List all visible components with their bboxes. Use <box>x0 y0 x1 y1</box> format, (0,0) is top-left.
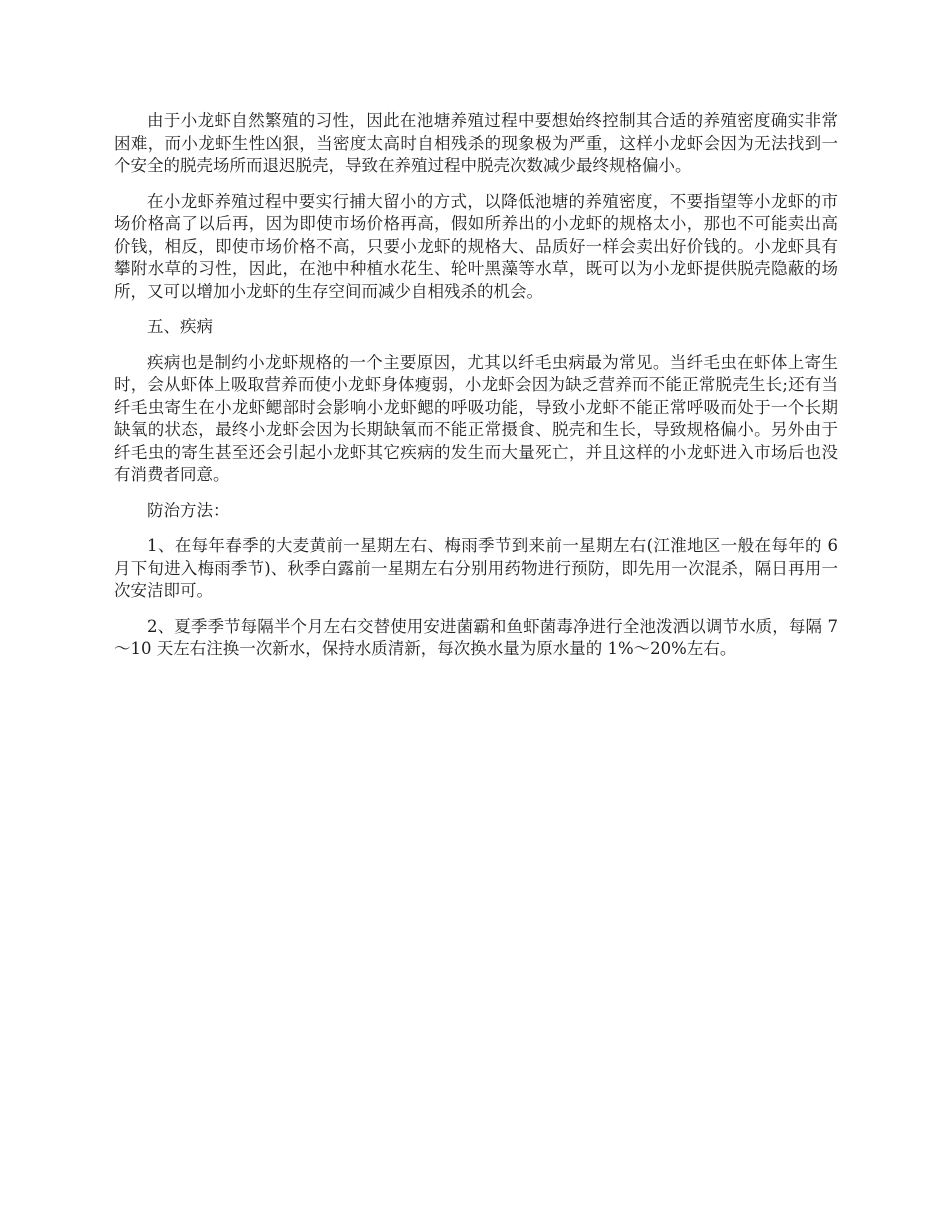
section-heading-disease: 五、疾病 <box>147 317 213 336</box>
paragraph-density: 由于小龙虾自然繁殖的习性，因此在池塘养殖过程中要想始终控制其合适的养殖密度确实非常困难，而小龙虾生性凶狠，当密度太高时自相残杀的现象极为严重，这样小龙虾会因为无法找到一个安全的脱壳场所而退迟脱壳，导致在养殖过程中脱壳次数减少最终规格偏小。 <box>114 111 838 175</box>
paragraph-prevention-2: 2、夏季季节每隔半个月左右交替使用安进菌霸和鱼虾菌毒净进行全池泼洒以调节水质，每隔 7～10 天左右注换一次新水，保持水质清新，每次换水量为原水量的 1%～20%左右。 <box>114 616 838 658</box>
paragraph-harvest: 在小龙虾养殖过程中要实行捕大留小的方式，以降低池塘的养殖密度，不要指望等小龙虾的市场价格高了以后再，因为即使市场价格再高，假如所养出的小龙虾的规格太小，那也不可能卖出高价钱，相反，即使市场价格不高，只要小龙虾的规格大、品质好一样会卖出好价钱的。小龙虾具有攀附水草的习性，因此，在池中种植水花生、轮叶黑藻等水草，既可以为小龙虾提供脱壳隐蔽的场所，又可以增加小龙虾的生存空间而减少自相残杀的机会。 <box>114 191 838 301</box>
section-heading-prevention: 防治方法： <box>147 500 230 520</box>
document-body <box>114 110 838 674</box>
paragraph-disease: 疾病也是制约小龙虾规格的一个主要原因，尤其以纤毛虫病最为常见。当纤毛虫在虾体上寄生时，会从虾体上吸取营养而使小龙虾身体瘦弱，小龙虾会因为缺乏营养而不能正常脱壳生长;还有当纤毛虫寄生在小龙虾鳃部时会影响小龙虾鳃的呼吸功能，导致小龙虾不能正常呼吸而处于一个长期缺氧的状态，最终小龙虾会因为长期缺氧而不能正常摄食、脱壳和生长，导致规格偏小。另外由于纤毛虫的寄生甚至还会引起小龙虾其它疾病的发生而大量死亡，并且这样的小龙虾进入市场后也没有消费者同意。 <box>114 352 838 484</box>
paragraph-prevention-1: 1、在每年春季的大麦黄前一星期左右、梅雨季节到来前一星期左右(江淮地区一般在每年的 6 月下旬进入梅雨季节)、秋季白露前一星期左右分别用药物进行预防，即先用一次混杀，隔日再用一次安洁即可。 <box>114 536 838 600</box>
